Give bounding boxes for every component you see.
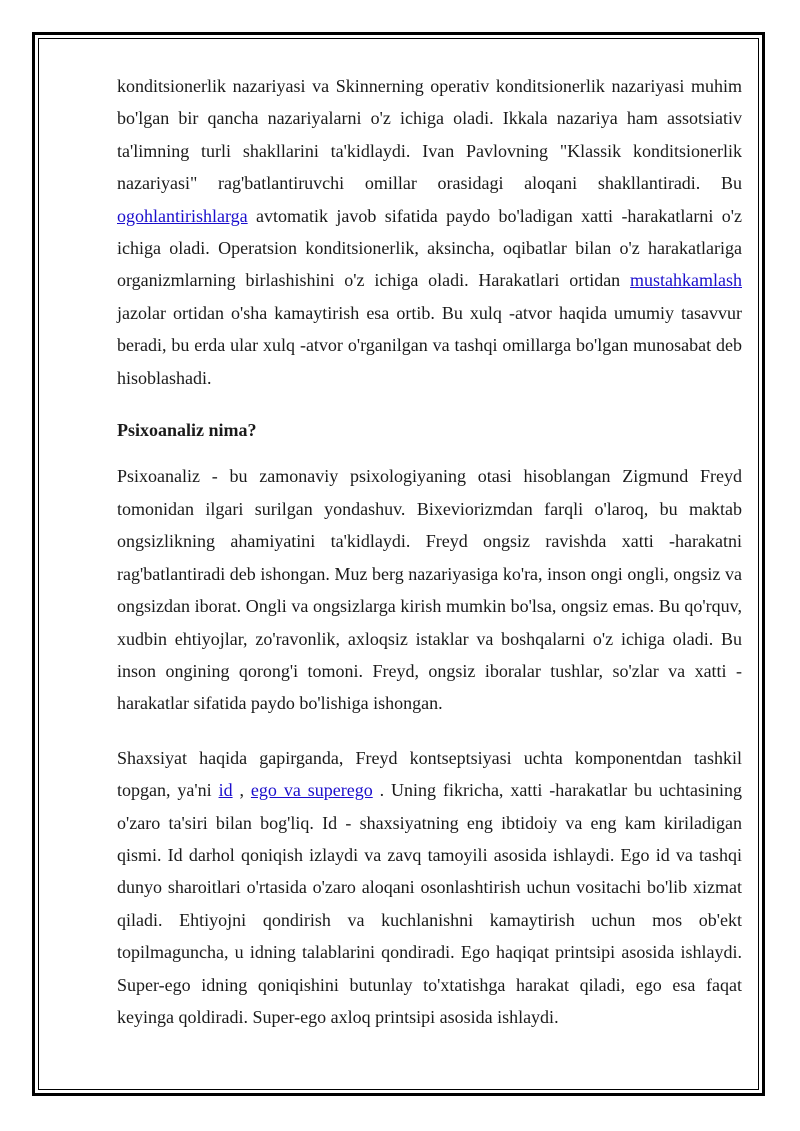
document-body xyxy=(117,70,742,1033)
paragraph-text: jazolar ortidan o'sha kamaytirish esa ortib. Bu xulq -atvor haqida umumiy tasavvur beradi, bu erda ular xulq -atvor o'rganilgan va tashqi omillarga bo'lgan munosabat deb hisoblashadi. xyxy=(117,302,742,388)
paragraph-text: . Uning fikricha, xatti -harakatlar bu uchtasining o'zaro ta'siri bilan bog'liq. Id - shaxsiyatning eng ibtidoiy va eng kam kiriladigan qismi. Id darhol qoniqish izlaydi va zavq tamoyili asosida ishlaydi. Ego id va tashqi dunyo sharoitlari o'rtasida o'zaro aloqani osonlashtirish uchun vositachi bo'lib xizmat qiladi. Ehtiyojni qondirish va kuchlanishni kamaytirish uchun mos ob'ekt topilmaguncha, u idning talablarini qondiradi. Ego haqiqat printsipi asosida ishlaydi. Super-ego idning qoniqishini butunlay to'xtatishga harakat qiladi, ego esa faqat keyinga qoldiradi. Super-ego axloq printsipi asosida ishlaydi. xyxy=(117,780,743,1027)
paragraph-text: konditsionerlik nazariyasi va Skinnerning operativ konditsionerlik nazariyasi muhim bo'lgan bir qancha nazariyalarni o'z ichiga oladi. Ikkala nazariya ham assotsiativ ta'limning turli shakllarini ta'kidlaydi. Ivan Pavlovning "Klassik konditsionerlik nazariyasi" rag'batlantiruvchi omillar orasidagi aloqani shakllantiradi. Bu xyxy=(117,76,742,194)
link-ego-superego[interactable]: ego va superego xyxy=(250,780,373,801)
paragraph-personality xyxy=(117,742,742,1034)
link-id[interactable]: id xyxy=(218,780,233,801)
link-mustahkamlash[interactable]: mustahkamlash xyxy=(630,270,742,291)
section-heading: Psixoanaliz nima? xyxy=(117,420,257,441)
paragraph-text: Shaxsiyat haqida gapirganda, Freyd kontseptsiyasi uchta komponentdan tashkil topgan, ya'ni xyxy=(117,747,742,801)
paragraph-conditioning xyxy=(117,70,742,394)
paragraph-text: avtomatik javob sifatida paydo bo'ladigan xatti -harakatlarni o'z ichiga oladi. Operatsion konditsionerlik, aksincha, oqibatlar bilan o'z harakatlariga organizmlarning birlashishini o'z ichiga oladi. Harakatlari ortidan xyxy=(117,205,742,291)
link-ogohlantirishlarga[interactable]: ogohlantirishlarga xyxy=(117,205,248,226)
paragraph-psychoanalysis: Psixoanaliz - bu zamonaviy psixologiyaning otasi hisoblangan Zigmund Freyd tomonidan ilgari surilgan yondashuv. Bixeviorizmdan farqli o'laroq, bu maktab ongsizlikning ahamiyatini ta'kidlaydi. Freyd ongsiz ravishda xatti -harakatni rag'batlantiradi deb ishongan. Muz berg nazariyasiga ko'ra, inson ongi ongli, ongsiz va ongsizdan iborat. Ongli va ongsizlarga kirish mumkin bo'lsa, ongsiz emas. Bu qo'rquv, xudbin ehtiyojlar, zo'ravonlik, axloqsiz istaklar va boshqalarni o'z ichiga oladi. Bu inson ongining qorong'i tomoni. Freyd, ongsiz iboralar tushlar, so'zlar va xatti -harakatlar sifatida paydo bo'lishiga ishongan. xyxy=(117,466,742,714)
paragraph-text: , xyxy=(232,780,251,801)
